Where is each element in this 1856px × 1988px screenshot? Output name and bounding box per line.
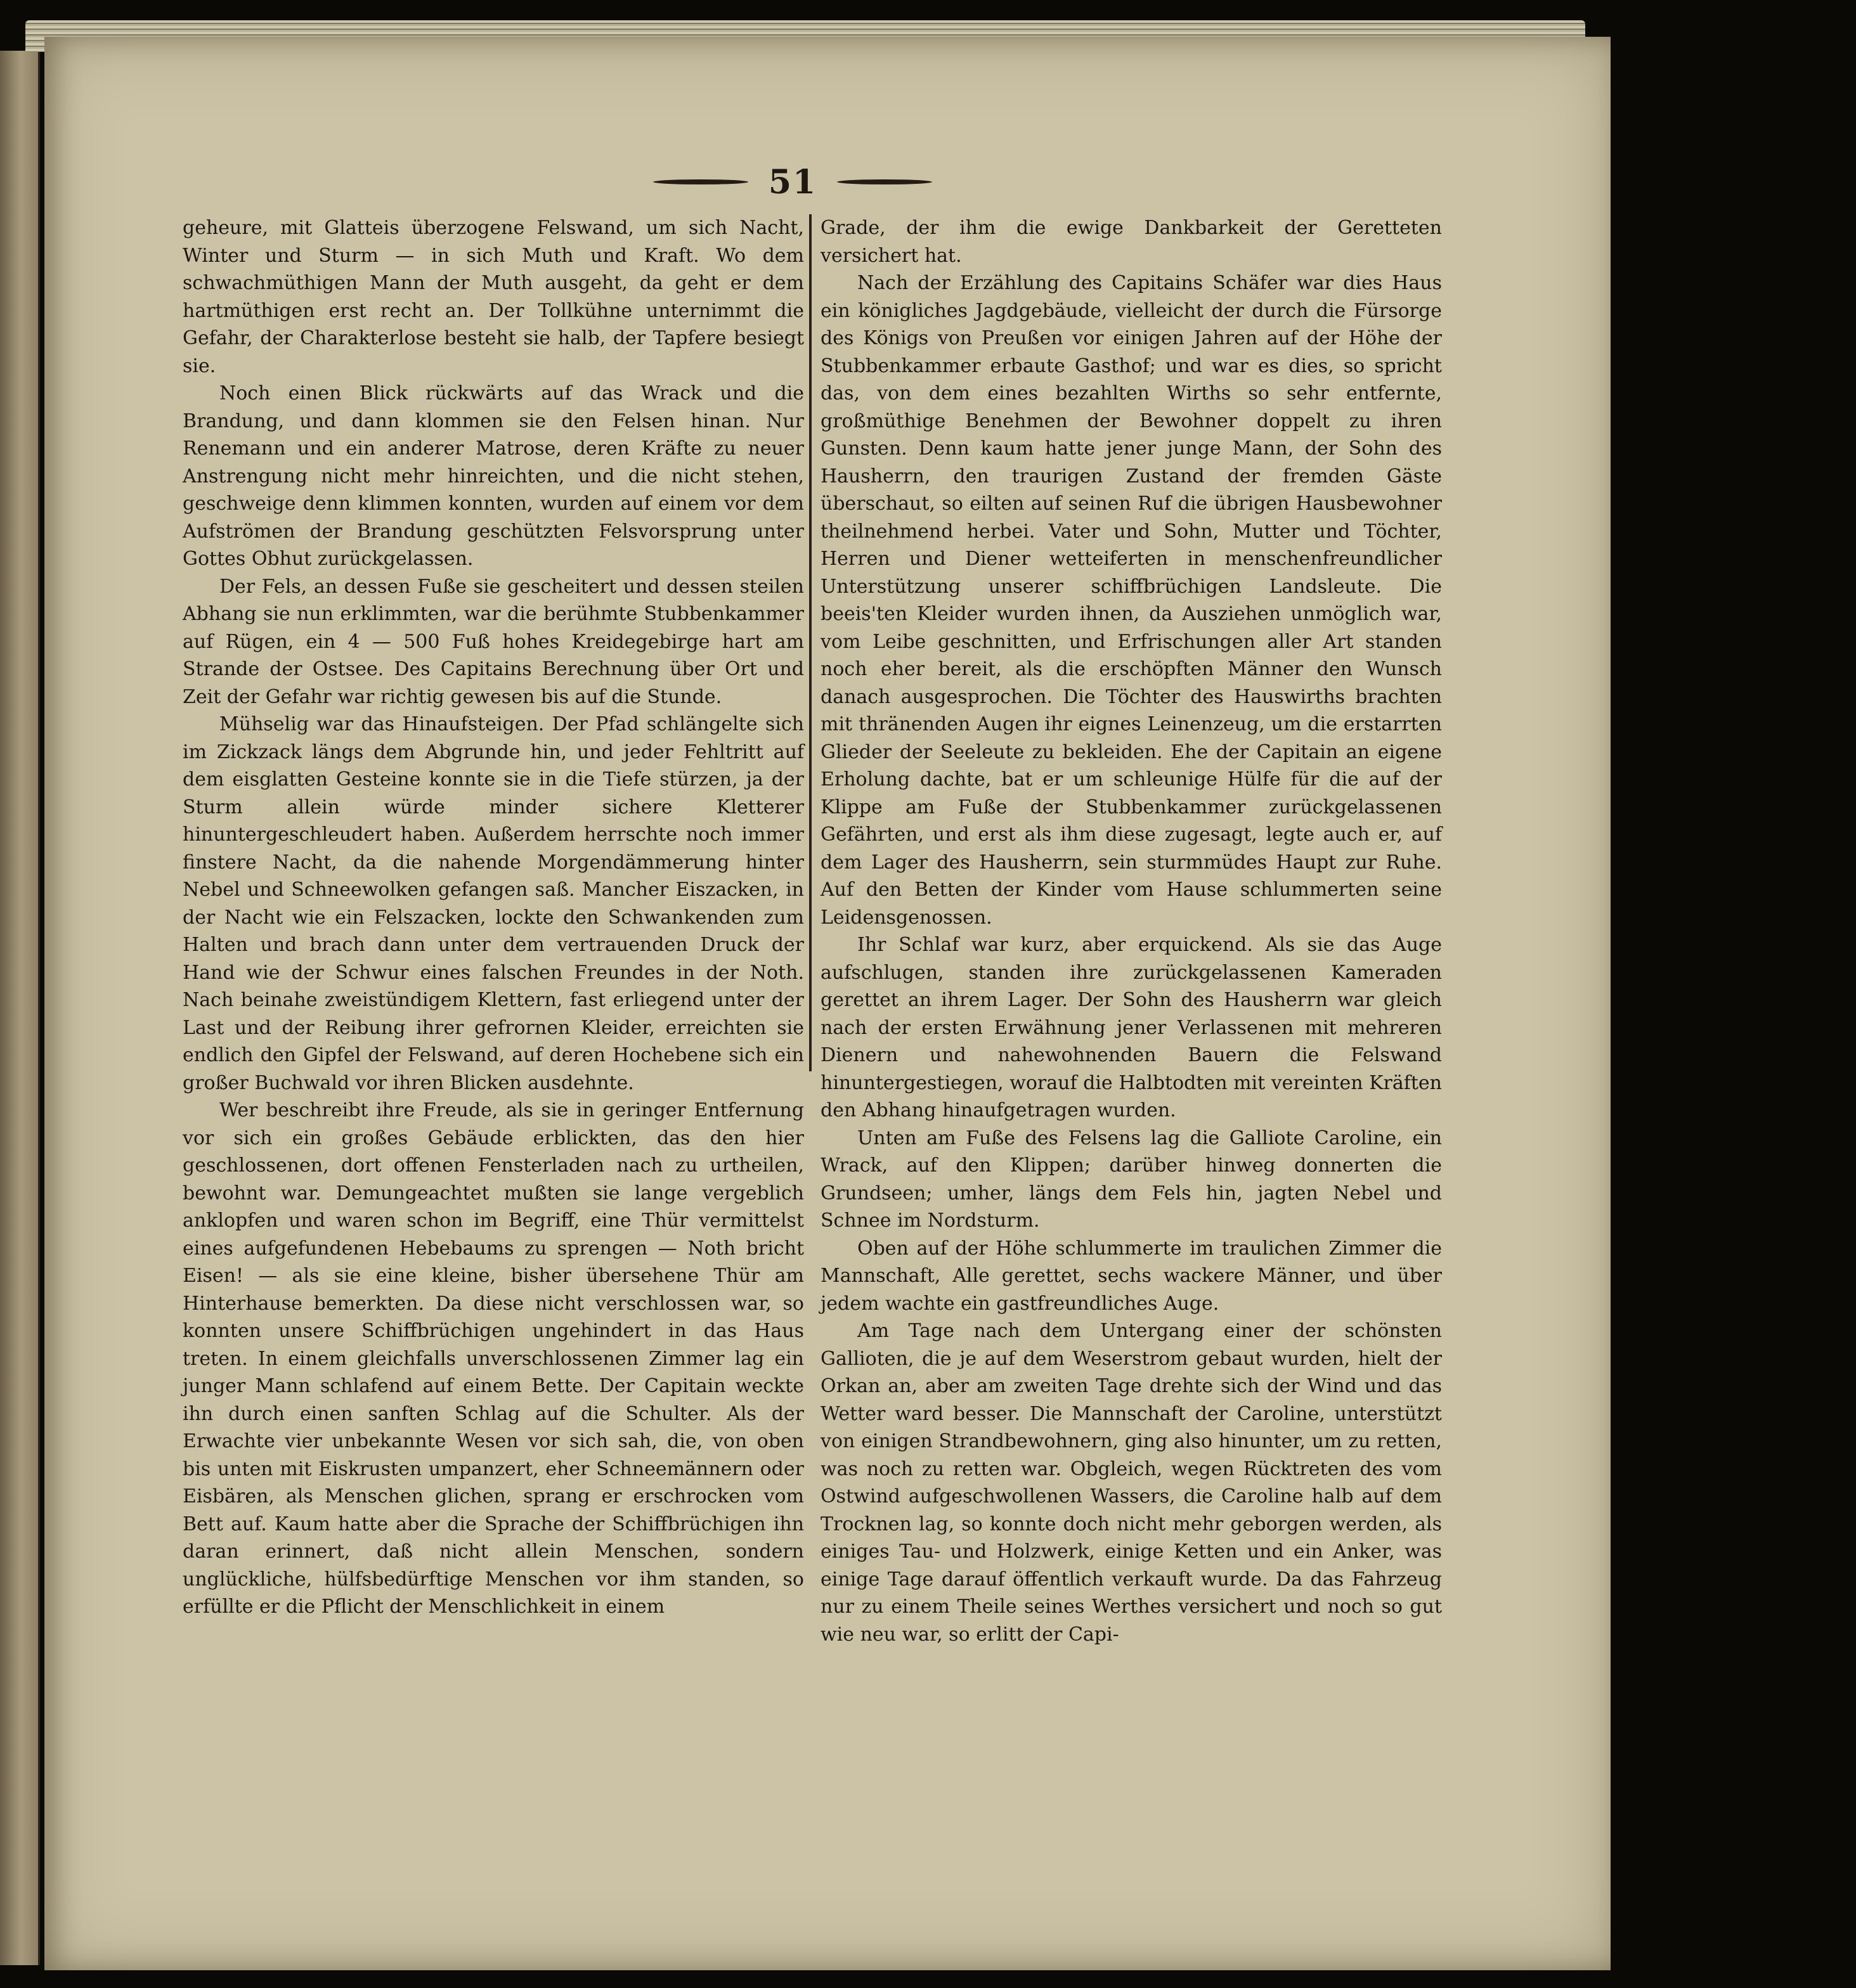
adjacent-page-edge [0, 51, 40, 1965]
header-ornament-right [837, 179, 932, 184]
paragraph: Grade, der ihm die ewige Dankbarkeit der Geretteten versichert hat. [821, 217, 1442, 267]
paragraph: Wer beschreibt ihre Freude, als sie in geringer Entfernung vor sich ein großes Gebäude erblickten, das den hier geschlossenen, dort offenen Fensterladen nach zu urtheilen, bewohnt war. Demungeachtet mußten sie lange vergeblich anklopfen und waren schon im Begriff, eine Thür vermittelst eines aufgefundenen Hebebaums zu sprengen — Noth bricht Eisen! — als sie eine kleine, bisher übersehene Thür am Hinterhause bemerkten. Da diese nicht verschlossen war, so konnten unsere Schiffbrüchigen ungehindert in das Haus treten. In einem gleichfalls unverschlossenen Zimmer lag ein junger Mann schlafend auf einem Bette. Der Capitain weckte ihn durch einen sanften Schlag auf die Schulter. Als der Erwachte vier unbekannte Wesen vor sich sah, die, von oben bis unten mit Eiskrusten umpanzert, eher Schneemännern oder Eisbären, als Menschen glichen, sprang er erschrocken vom Bett auf. Kaum hatte aber die Sprache der Schiffbrüchigen ihn daran erinnert, daß nicht allein Menschen, sondern unglückliche, hülfsbedürftige Menschen vor ihm standen, so erfüllte er die Pflicht der Menschlichkeit in einem [183, 1099, 804, 1618]
text-column-right [821, 214, 1442, 1648]
page-number: 51 [768, 162, 817, 202]
paragraph: Mühselig war das Hinaufsteigen. Der Pfad schlängelte sich im Zickzack längs dem Abgrunde hin, und jeder Fehltritt auf dem eisglatten Gesteine konnte sie in die Tiefe stürzen, ja der Sturm allein würde minder sichere Kletterer hinuntergeschleudert haben. Außerdem herrschte noch immer finstere Nacht, da die nahende Morgendämmerung hinter Nebel und Schneewolken gefangen saß. Mancher Eiszacken, in der Nacht wie ein Felszacken, lockte den Schwankenden zum Halten und brach dann unter dem vertrauenden Druck der Hand wie der Schwur eines falschen Freundes in der Noth. Nach beinahe zweistündigem Klettern, fast erliegend unter der Last und der Reibung ihrer gefrornen Kleider, erreichten sie endlich den Gipfel der Felswand, auf deren Hochebene sich ein großer Buchwald vor ihren Blicken ausdehnte. [183, 713, 804, 1094]
paragraph: Nach der Erzählung des Capitains Schäfer war dies Haus ein königliches Jagdgebäude, vielleicht der durch die Fürsorge des Königs von Preußen vor einigen Jahren auf der Höhe der Stubbenkammer erbaute Gasthof; und war es dies, so spricht das, von dem eines bezahlten Wirths so sehr entfernte, großmüthige Benehmen der Bewohner doppelt zu ihren Gunsten. Denn kaum hatte jener junge Mann, der Sohn des Hausherrn, den traurigen Zustand der fremden Gäste überschaut, so eilten auf seinen Ruf die übrigen Hausbewohner theilnehmend herbei. Vater und Sohn, Mutter und Töchter, Herren und Diener wetteiferten in menschenfreundlicher Unterstützung unserer schiffbrüchigen Landsleute. Die beeis'ten Kleider wurden ihnen, da Ausziehen unmöglich war, vom Leibe geschnitten, und Erfrischungen aller Art standen noch eher bereit, als die erschöpften Männer den Wunsch danach ausgesprochen. Die Töchter des Hauswirths brachten mit thränenden Augen ihr eignes Leinenzeug, um die erstarrten Glieder der Seeleute zu bekleiden. Ehe der Capitain an eigene Erholung dachte, bat er um schleunige Hülfe für die auf der Klippe am Fuße der Stubbenkammer zurückgelassenen Gefährten, und erst als ihm diese zugesagt, legte auch er, auf dem Lager des Hausherrn, sein sturmmüdes Haupt zur Ruhe. Auf den Betten der Kinder vom Hause schlummerten seine Leidensgenossen. [821, 272, 1442, 929]
text-column-left [183, 214, 804, 1621]
paragraph: Der Fels, an dessen Fuße sie gescheitert und dessen steilen Abhang sie nun erklimmten, war die berühmte Stubbenkammer auf Rügen, ein 4 — 500 Fuß hohes Kreidegebirge hart am Strande der Ostsee. Des Capitains Berechnung über Ort und Zeit der Gefahr war richtig gewesen bis auf die Stunde. [183, 575, 804, 708]
paragraph: Oben auf der Höhe schlummerte im traulichen Zimmer die Mannschaft, Alle gerettet, sechs wackere Männer, und über jedem wachte ein gastfreundliches Auge. [821, 1237, 1442, 1315]
header-ornament-left [653, 179, 748, 184]
paragraph: Noch einen Blick rückwärts auf das Wrack und die Brandung, und dann klommen sie den Felsen hinan. Nur Renemann und ein anderer Matrose, deren Kräfte zu neuer Anstrengung nicht mehr hinreichten, und die nicht stehen, geschweige denn klimmen konnten, wurden auf einem vor dem Aufströmen der Brandung geschützten Felsvorsprung unter Gottes Obhut zurückgelassen. [183, 382, 804, 570]
paragraph: Unten am Fuße des Felsens lag die Galliote Caroline, ein Wrack, auf den Klippen; darüber hinweg donnerten die Grundseen; umher, längs dem Fels hin, jagten Nebel und Schnee im Nordsturm. [821, 1126, 1442, 1232]
column-divider [809, 214, 812, 1071]
paragraph: Ihr Schlaf war kurz, aber erquickend. Als sie das Auge aufschlugen, standen ihre zurückgelassenen Kameraden gerettet an ihrem Lager. Der Sohn des Hausherrn war gleich nach der ersten Erwähnung jener Verlassenen mit mehreren Dienern und nahewohnenden Bauern die Felswand hinuntergestiegen, worauf die Halbtodten mit vereinten Kräften den Abhang hinaufgetragen wurden. [821, 934, 1442, 1121]
paragraph: geheure, mit Glatteis überzogene Felswand, um sich Nacht, Winter und Sturm — in sich Muth und Kraft. Wo dem schwachmüthigen Mann der Muth ausgeht, da geht er dem hartmüthigen erst recht an. Der Tollkühne unternimmt die Gefahr, der Charakterlose besteht sie halb, der Tapfere besiegt sie. [183, 217, 804, 377]
page-header [640, 147, 945, 217]
paragraph: Am Tage nach dem Untergang einer der schönsten Gallioten, die je auf dem Weserstrom gebaut wurden, hielt der Orkan an, aber am zweiten Tage drehte sich der Wind und das Wetter ward besser. Die Mannschaft der Caroline, unterstützt von einigen Strandbewohnern, ging also hinunter, um zu retten, was noch zu retten war. Obgleich, wegen Rücktreten des vom Ostwind aufgeschwollenen Wassers, die Caroline halb auf dem Trocknen lag, so konnte doch nicht mehr geborgen werden, als einiges Tau- und Holzwerk, einige Ketten und ein Anker, was einige Tage darauf öffentlich verkauft wurde. Da das Fahrzeug nur zu einem Theile seines Werthes versichert und noch so gut wie neu war, so erlitt der Capi- [821, 1320, 1442, 1646]
